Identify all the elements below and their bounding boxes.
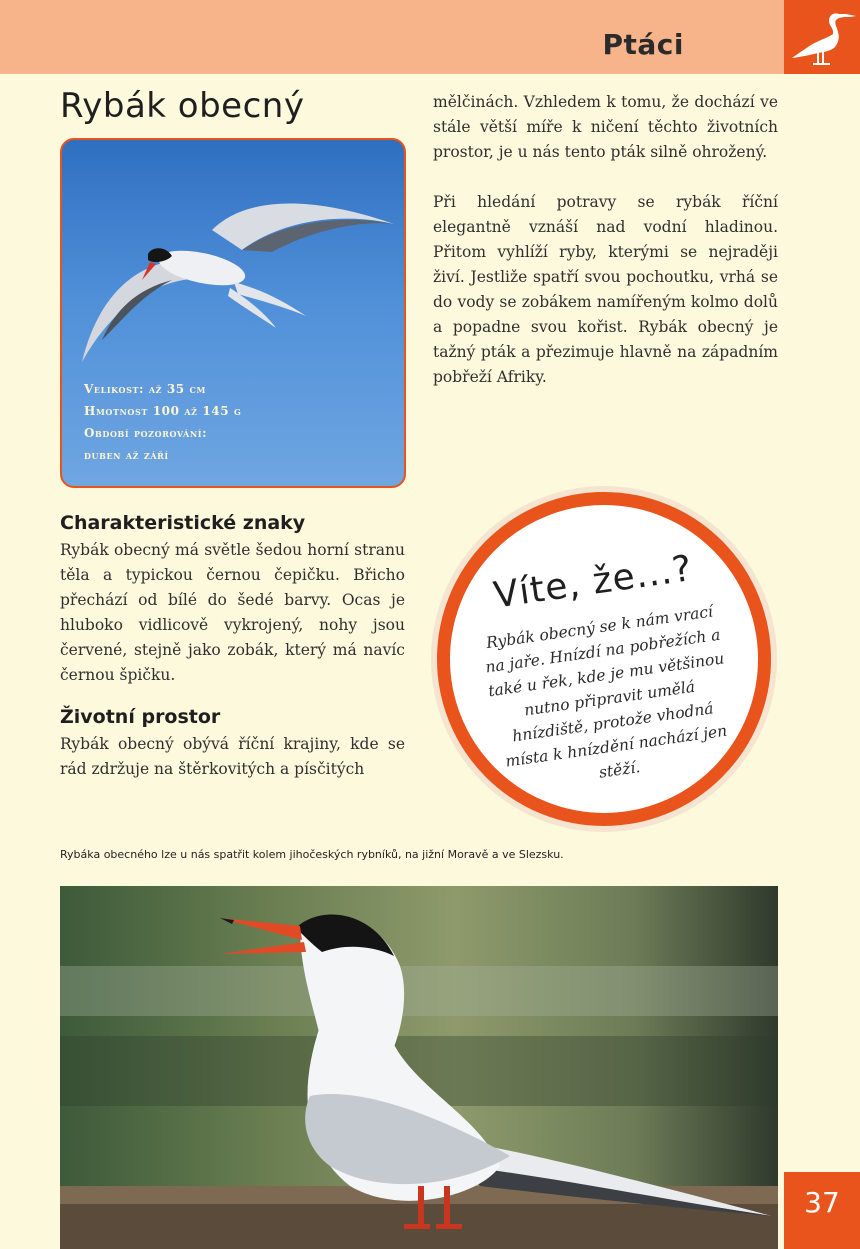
section-text: Rybák obecný obývá říční krajiny, kde se rád zdržuje na štěrkovitých a písčitých [60, 735, 405, 778]
page-title: Rybák obecný [60, 86, 305, 126]
facts-list [84, 378, 241, 466]
flying-tern-photo [60, 138, 406, 488]
sections-column [60, 512, 405, 782]
intro-paragraph: mělčinách. Vzhledem k tomu, že dochází ve stále větší míře k ničení těchto životních prostor, je u nás tento pták silně ohrožený. [433, 93, 778, 161]
fact-size: Velikost: až 35 cm [84, 382, 206, 396]
heron-icon [784, 0, 860, 74]
header-icon-box [784, 0, 860, 74]
did-you-know-text: Rybák obecný se k nám vrací na jaře. Hnízdí na pobřežích a také u řek, kde je mu většinou nutno připravit umělá hnízdiště, protože vhodná místa k hnízdění nachází jen stěží. [484, 602, 729, 782]
page-number: 37 [804, 1186, 840, 1219]
fact-weight: Hmotnost 100 až 145 g [84, 404, 242, 418]
intro-column [433, 90, 778, 390]
section-title: Ptáci [602, 28, 684, 61]
fact-period-value: duben až září [84, 448, 169, 462]
standing-tern-illustration [60, 886, 778, 1249]
header-band [0, 0, 784, 74]
intro-paragraph: Při hledání potravy se rybák říční elegantně vznáší nad vodní hladinou. Přitom vyhlíží ryby, kterými se nejraději živí. Jestliže spatří svou pochoutku, vrhá se do vody se zobákem namířeným kolmo dolů a popadne svou kořist. Rybák obecný je tažný pták a přezimuje hlavně na západním pobřeží Afriky. [433, 193, 778, 386]
did-you-know-circle [437, 492, 771, 826]
page-number-box [784, 1172, 860, 1249]
standing-tern-photo [60, 886, 778, 1249]
did-you-know-title: Víte, že...? [491, 548, 696, 617]
section-heading: Životní prostor [60, 706, 221, 728]
section-text: Rybák obecný má světle šedou horní stranu těla a typickou černou čepičku. Břicho přechází od bílé do šedé barvy. Ocas je hluboko vidlicově vykrojený, nohy jsou červené, stejně jako zobák, který má navíc černou špičku. [60, 541, 405, 684]
fact-period-label: Období pozorování: [84, 426, 208, 440]
section-heading: Charakteristické znaky [60, 512, 306, 534]
photo-caption: Rybáka obecného lze u nás spatřit kolem jihočeských rybníků, na jižní Moravě a ve Slezsku. [60, 848, 564, 861]
